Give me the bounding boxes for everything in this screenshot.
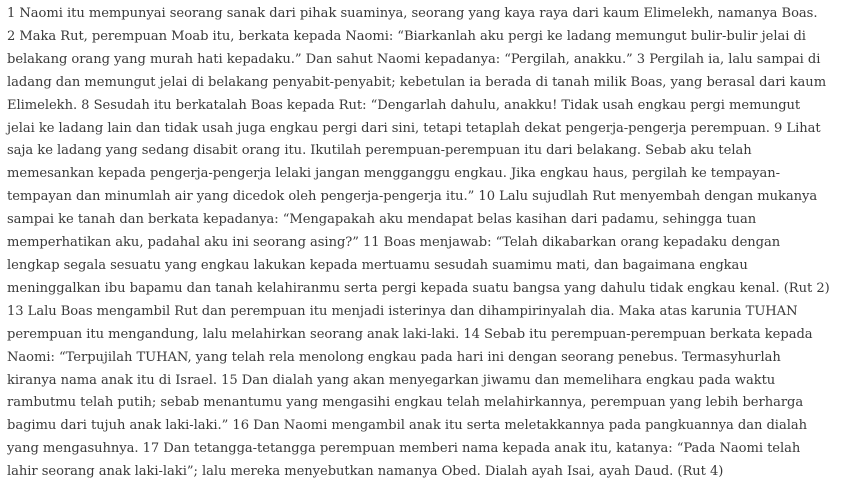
passage-line: 2 Maka Rut, perempuan Moab itu, berkata kepada Naomi: “Biarkanlah aku pergi ke ladang memungut bulir-bulir jelai di [7,28,806,44]
passage-line: jelai ke ladang lain dan tidak usah juga engkau pergi dari sini, tetapi tetaplah dekat pengerja-pengerja perempuan. 9 Lihat [7,120,821,136]
passage-line: perempuan itu mengandung, lalu melahirkan seorang anak laki-laki. 14 Sebab itu perempuan-perempuan berkata kepada [7,326,813,342]
passage-line: saja ke ladang yang sedang disabit orang itu. Ikutilah perempuan-perempuan itu dari belakang. Sebab aku telah [7,143,752,159]
passage-line: bagimu dari tujuh anak laki-laki.” 16 Dan Naomi mengambil anak itu serta meletakkannya pada pangkuannya dan dialah [7,418,807,434]
passage-line: memperhatikan aku, padahal aku ini seorang asing?” 11 Boas menjawab: “Telah dikabarkan orang kepadaku dengan [7,235,781,251]
passage-line: rambutmu telah putih; sebab menantumu yang mengasihi engkau telah melahirkannya, perempuan yang lebih berharga [7,395,804,411]
passage-line: Elimelekh. 8 Sesudah itu berkatalah Boas kepada Rut: “Dengarlah dahulu, anakku! Tidak usah engkau pergi memungut [7,97,801,113]
passage-line: tempayan dan minumlah air yang dicedok oleh pengerja-pengerja itu.” 10 Lalu sujudlah Rut menyembah dengan mukanya [7,189,818,205]
passage-line: Naomi: “Terpujilah TUHAN, yang telah rela menolong engkau pada hari ini dengan seorang penebus. Termasyhurlah [7,349,781,365]
passage-line: ladang dan memungut jelai di belakang penyabit-penyabit; kebetulan ia berada di tanah milik Boas, yang berasal dari kaum [7,74,827,90]
passage-line: lengkap segala sesuatu yang engkau lakukan kepada mertuamu sesudah suamimu mati, dan bagaimana engkau [7,257,748,273]
passage-line: lahir seorang anak laki-laki”; lalu mereka menyebutkan namanya Obed. Dialah ayah Isai, ayah Daud. (Rut 4) [7,464,724,480]
passage-line: belakang orang yang murah hati kepadaku.” Dan sahut Naomi kepadanya: “Pergilah, anakku.” 3 Pergilah ia, lalu sampai di [7,51,821,67]
passage-line: yang mengasuhnya. 17 Dan tetangga-tetangga perempuan memberi nama kepada anak itu, katanya: “Pada Naomi telah [7,441,801,457]
passage-line: meninggalkan ibu bapamu dan tanah kelahiranmu serta pergi kepada suatu bangsa yang dahulu tidak engkau kenal. (Rut 2) [7,280,830,296]
passage-line: sampai ke tanah dan berkata kepadanya: “Mengapakah aku mendapat belas kasihan dari padamu, sehingga tuan [7,212,757,228]
passage-line: 1 Naomi itu mempunyai seorang sanak dari pihak suaminya, seorang yang kaya raya dari kaum Elimelekh, namanya Boas. [7,6,818,21]
passage-line: memesankan kepada pengerja-pengerja lelaki jangan mengganggu engkau. Jika engkau haus, pergilah ke tempayan- [7,166,781,182]
passage-line: 13 Lalu Boas mengambil Rut dan perempuan itu menjadi isterinya dan dihampirinyalah dia. Maka atas karunia TUHAN [7,303,798,319]
passage-line: kiranya nama anak itu di Israel. 15 Dan dialah yang akan menyegarkan jiwamu dan memelihara engkau pada waktu [7,372,776,388]
